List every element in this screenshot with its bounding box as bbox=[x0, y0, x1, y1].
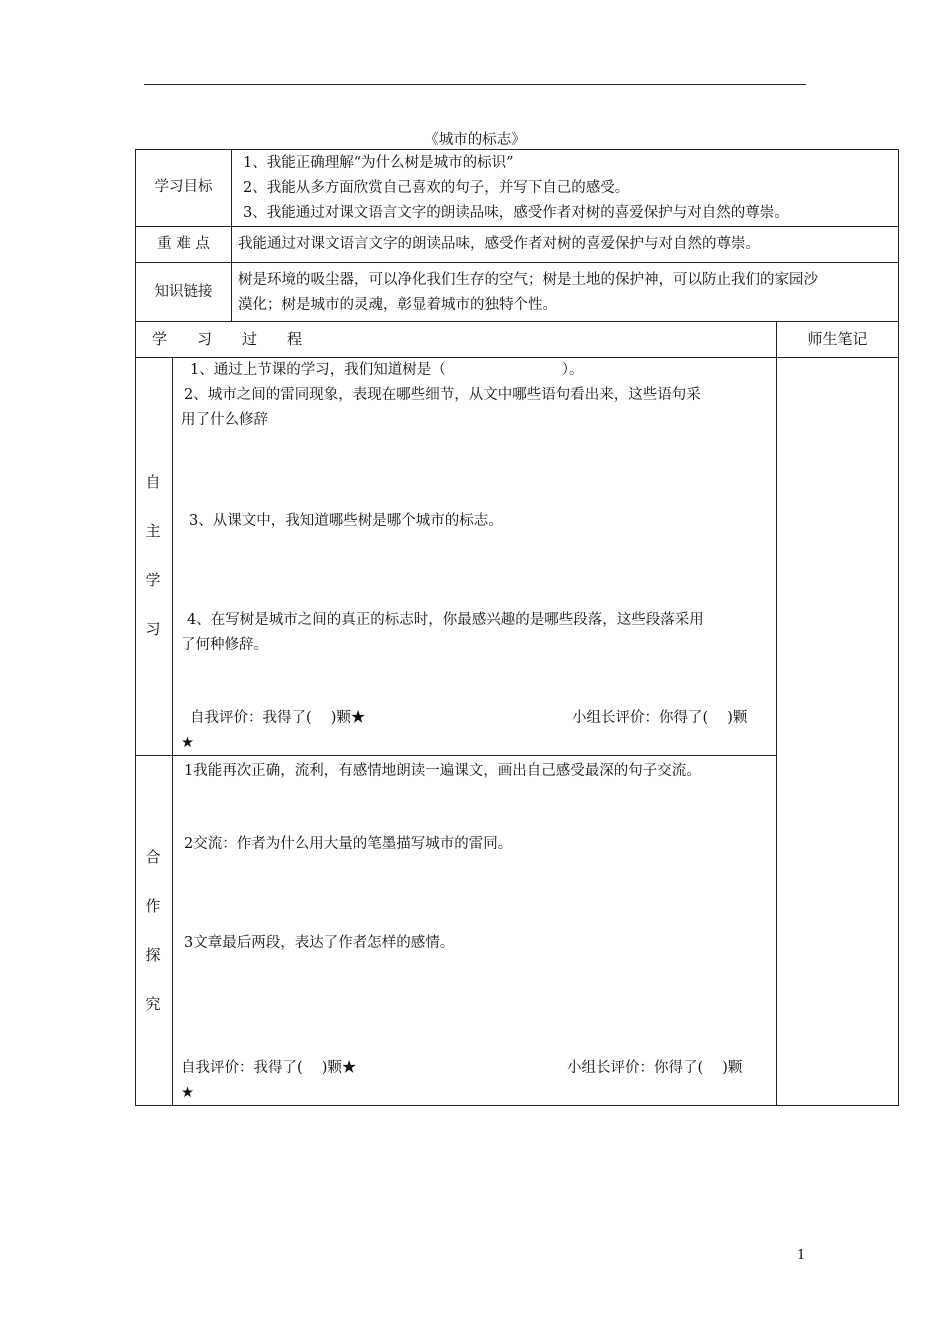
cooperation-char: 合 bbox=[145, 848, 161, 866]
notes-header: 师生笔记 bbox=[807, 330, 868, 348]
self-evaluation: 自我评价：我得了( )颗★ bbox=[181, 1060, 357, 1076]
table-border-top bbox=[135, 149, 899, 150]
goals-label: 学习目标 bbox=[154, 179, 213, 195]
self-study-question: 2、城市之间的雷同现象，表现在哪些细节，从文中哪些语句看出来，这些语句采 bbox=[184, 387, 701, 403]
self-study-char: 自 bbox=[145, 473, 161, 491]
self-study-label bbox=[138, 470, 168, 666]
page-number: 1 bbox=[797, 1248, 806, 1263]
cooperation-char: 究 bbox=[145, 995, 161, 1013]
table-divider bbox=[135, 755, 776, 756]
self-study-char: 学 bbox=[145, 571, 161, 589]
cooperation-char: 探 bbox=[145, 946, 161, 964]
label-column-divider bbox=[231, 149, 232, 322]
knowledge-text-line: 漠化；树是城市的灵魂，彰显着城市的独特个性。 bbox=[238, 297, 557, 313]
self-evaluation: 自我评价：我得了( )颗★ bbox=[190, 710, 366, 726]
self-study-question: 用了什么修辞 bbox=[181, 412, 268, 428]
cooperation-question: 2交流：作者为什么用大量的笔墨描写城市的雷同。 bbox=[184, 836, 513, 852]
cooperation-question: 1我能再次正确，流利，有感情地朗读一遍课文，画出自己感受最深的句子交流。 bbox=[184, 763, 701, 779]
star-icon: ★ bbox=[181, 735, 194, 751]
knowledge-text-line: 树是环境的吸尘器，可以净化我们生存的空气；树是土地的保护神，可以防止我们的家园沙 bbox=[238, 272, 818, 288]
knowledge-label: 知识链接 bbox=[154, 284, 213, 300]
difficulty-label: 重 难 点 bbox=[157, 236, 210, 252]
cooperation-label bbox=[138, 845, 168, 1041]
self-study-question: 1、通过上节课的学习，我们知道树是（ ）。 bbox=[190, 362, 584, 378]
document-title: 《城市的标志》 bbox=[424, 132, 526, 148]
self-study-char: 习 bbox=[145, 620, 161, 638]
goal-item: 2、我能从多方面欣赏自己喜欢的句子，并写下自己的感受。 bbox=[243, 180, 630, 196]
star-icon: ★ bbox=[181, 1085, 194, 1101]
table-divider bbox=[135, 357, 899, 358]
cooperation-char: 作 bbox=[145, 897, 161, 915]
table-border-bottom bbox=[135, 1105, 899, 1106]
difficulty-text: 我能通过对课文语言文字的朗读品味，感受作者对树的喜爱保护与对自然的尊崇。 bbox=[238, 236, 760, 252]
goal-item: 1、我能正确理解“为什么树是城市的标识” bbox=[243, 155, 514, 171]
table-divider bbox=[135, 262, 899, 263]
self-study-char: 主 bbox=[145, 522, 161, 540]
notes-column-divider bbox=[776, 321, 777, 1106]
table-border-right bbox=[898, 149, 899, 1106]
goal-item: 3、我能通过对课文语言文字的朗读品味，感受作者对树的喜爱保护与对自然的尊崇。 bbox=[243, 205, 789, 221]
self-study-question: 3、从课文中，我知道哪些树是哪个城市的标志。 bbox=[189, 513, 503, 529]
self-study-question: 4、在写树是城市之间的真正的标志时，你最感兴趣的是哪些段落，这些段落采用 bbox=[187, 612, 704, 628]
group-evaluation: 小组长评价：你得了( )颗 bbox=[567, 1060, 743, 1076]
process-header: 学 习 过 程 bbox=[152, 330, 303, 348]
section-column-divider bbox=[172, 357, 173, 1106]
table-divider bbox=[135, 226, 899, 227]
group-evaluation: 小组长评价：你得了( )颗 bbox=[572, 710, 748, 726]
cooperation-question: 3文章最后两段，表达了作者怎样的感情。 bbox=[184, 935, 455, 951]
table-divider bbox=[135, 321, 899, 322]
self-study-question: 了何种修辞。 bbox=[181, 637, 268, 653]
